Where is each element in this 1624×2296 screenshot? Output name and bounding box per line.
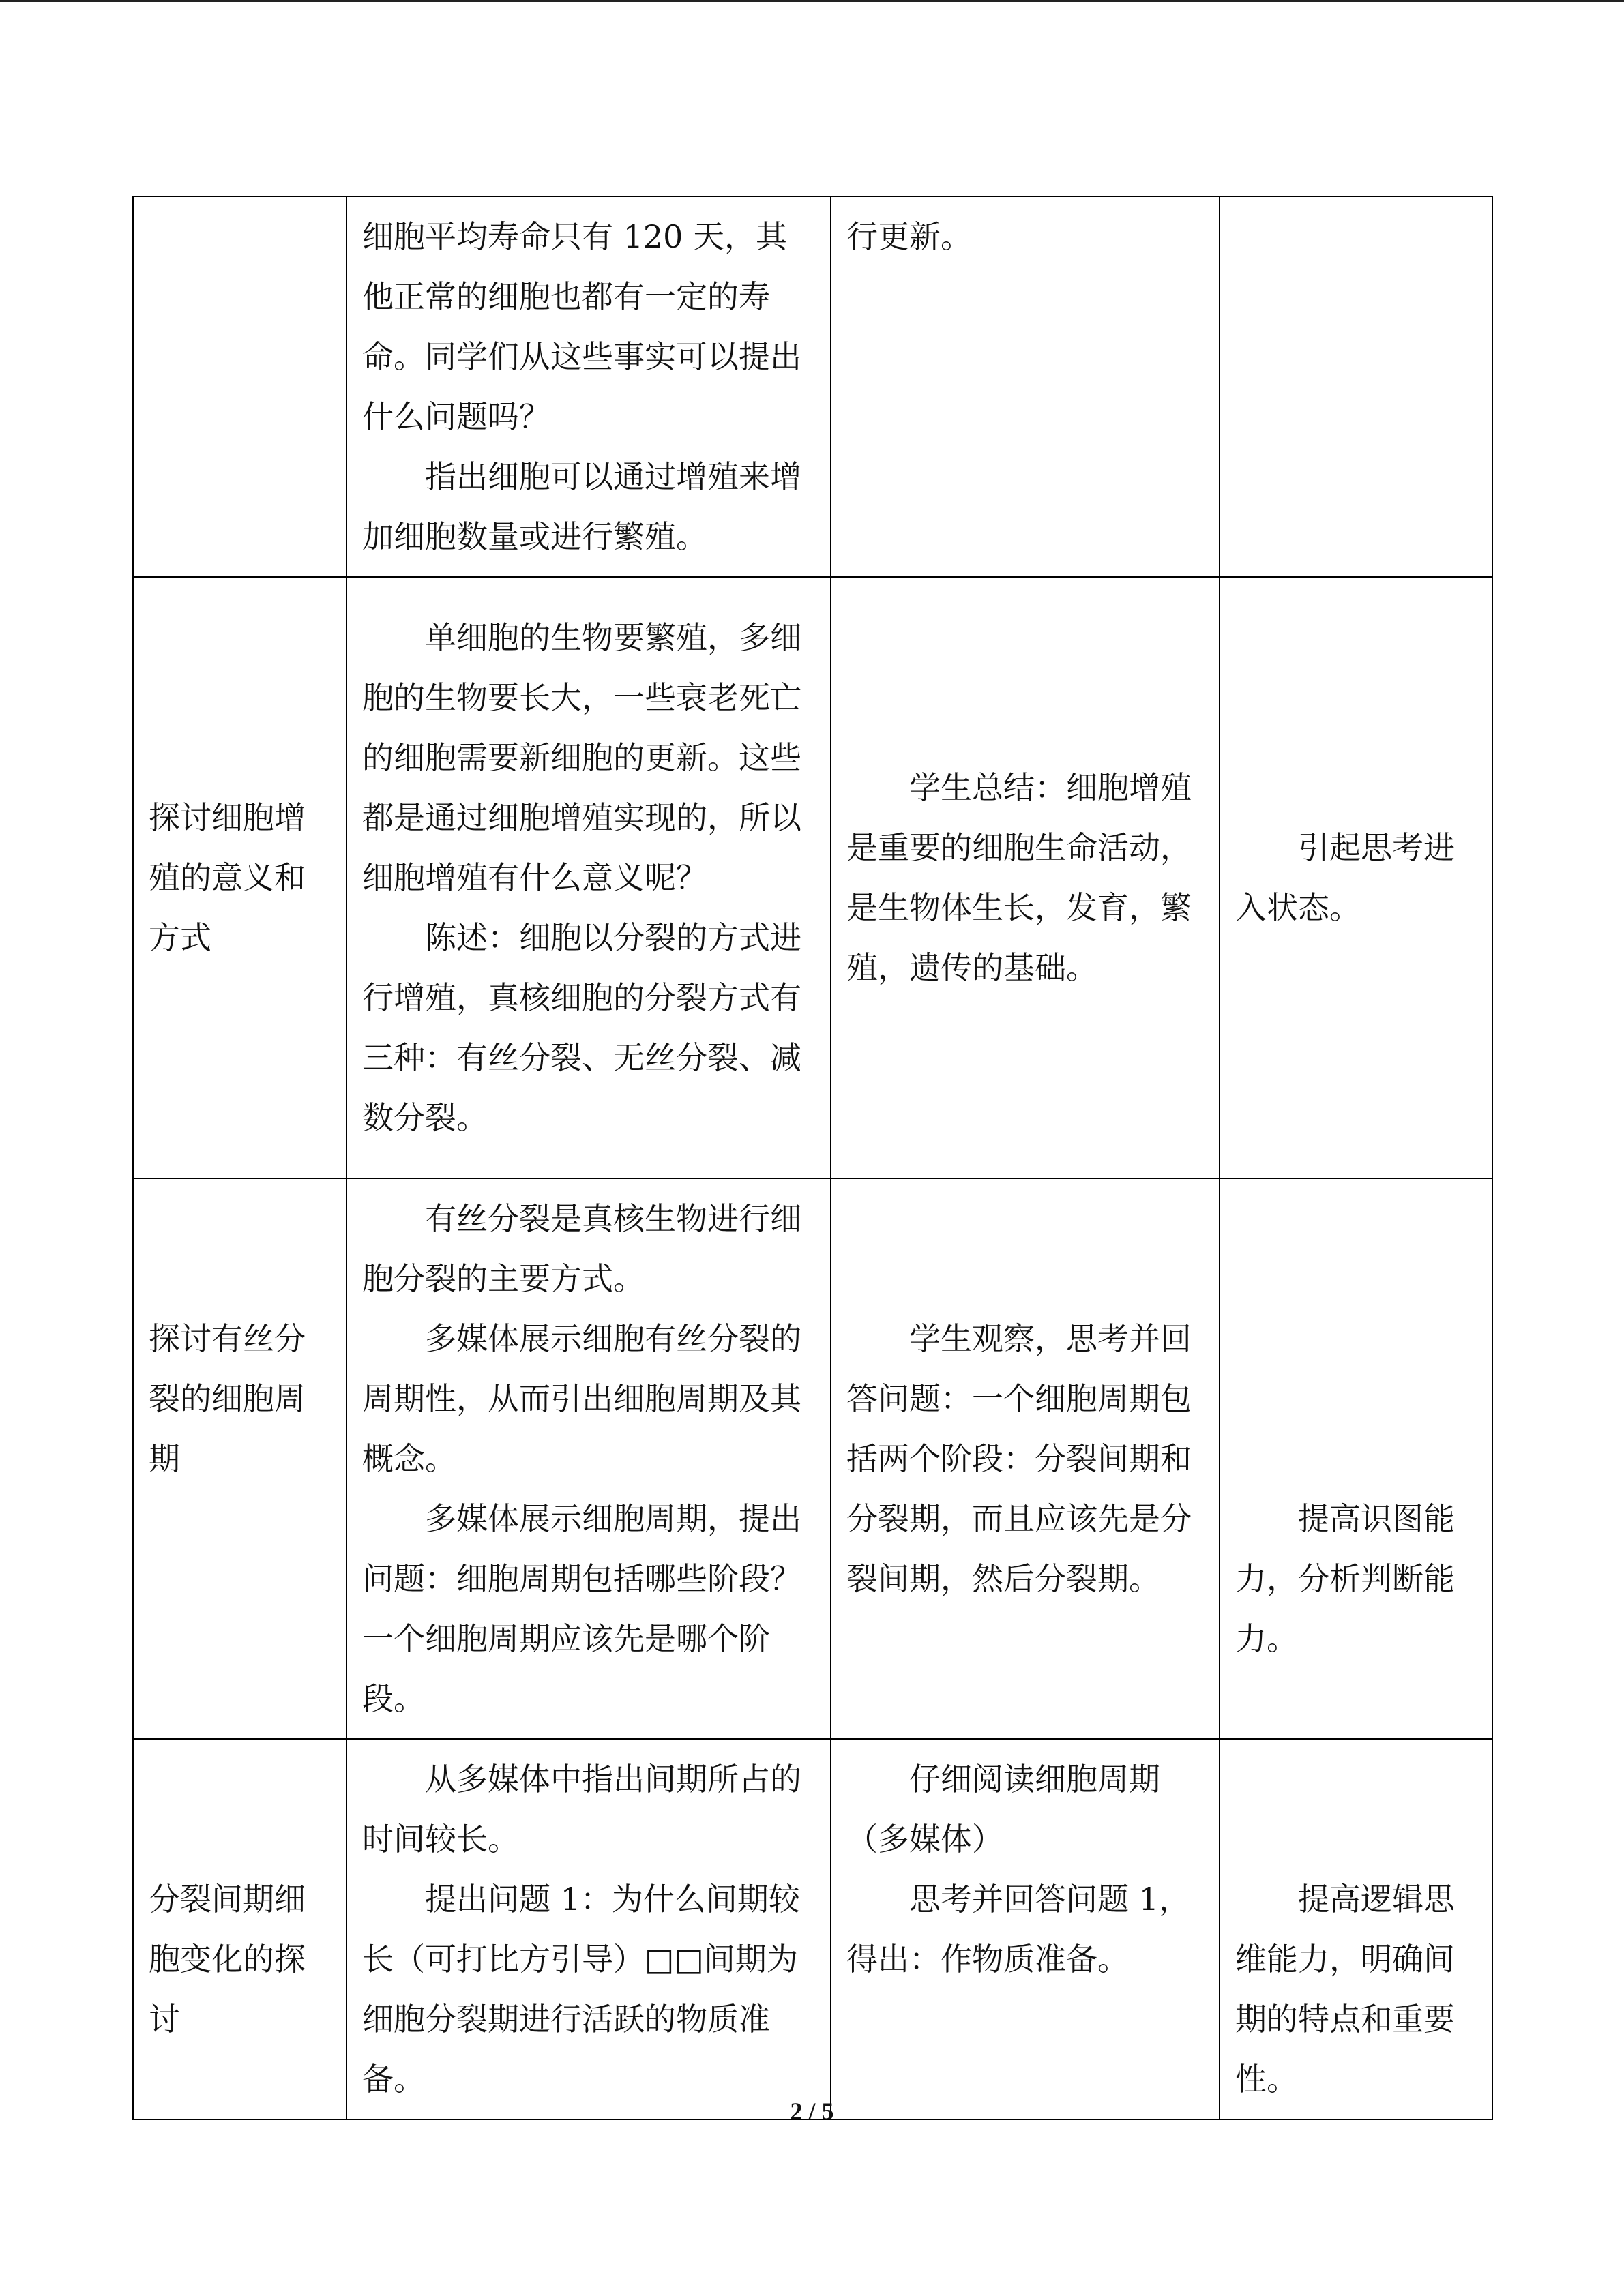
teacher-activity-cell <box>346 1739 831 2119</box>
student-activity-cell <box>831 196 1220 577</box>
paragraph: 探讨有丝分裂的细胞周期 <box>149 1320 306 1477</box>
paragraph: 指出细胞可以通过增殖来增加细胞数量或进行繁殖。 <box>362 458 801 555</box>
paragraph: 行更新。 <box>846 218 972 255</box>
student-activity-cell <box>831 1739 1220 2119</box>
paragraph: 从多媒体中指出间期所占的时间较长。 <box>362 1761 801 1858</box>
paragraph: 陈述：细胞以分裂的方式进行增殖，真核细胞的分裂方式有三种：有丝分裂、无丝分裂、减数分裂。 <box>362 919 801 1136</box>
teacher-activity-cell <box>346 1178 831 1739</box>
lesson-plan-table <box>132 196 1493 2120</box>
paragraph: 提出问题 1：为什么间期较长（可打比方引导）□□间期为细胞分裂期进行活跃的物质准备。 <box>362 1881 800 2098</box>
stage-cell <box>133 577 346 1178</box>
table-row <box>133 1178 1492 1739</box>
stage-cell <box>133 1739 346 2119</box>
page-number: 2 / 5 <box>790 2098 834 2125</box>
design-intent-cell <box>1220 1178 1492 1739</box>
table-row <box>133 577 1492 1178</box>
teacher-activity-cell <box>346 577 831 1178</box>
paragraph: 提高逻辑思维能力，明确间期的特点和重要性。 <box>1235 1881 1455 2098</box>
paragraph: 学生观察，思考并回答问题：一个细胞周期包括两个阶段：分裂间期和分裂期，而且应该先是分裂间期，然后分裂期。 <box>846 1320 1192 1597</box>
design-intent-cell <box>1220 1739 1492 2119</box>
stage-cell <box>133 1178 346 1739</box>
paragraph: 学生总结：细胞增殖是重要的细胞生命活动，是生物体生长，发育，繁殖，遗传的基础。 <box>846 769 1192 986</box>
paragraph: 思考并回答问题 1，得出：作物质准备。 <box>846 1881 1190 1978</box>
paragraph: 多媒体展示细胞周期，提出问题：细胞周期包括哪些阶段？一个细胞周期应该先是哪个阶段。 <box>362 1500 801 1717</box>
paragraph: 分裂间期细胞变化的探讨 <box>149 1881 306 2038</box>
paragraph: 引起思考进入状态。 <box>1235 829 1455 926</box>
paragraph: 多媒体展示细胞有丝分裂的周期性，从而引出细胞周期及其概念。 <box>362 1320 801 1477</box>
student-activity-cell <box>831 577 1220 1178</box>
table-row <box>133 1739 1492 2119</box>
stage-cell <box>133 196 346 577</box>
paragraph: 细胞平均寿命只有 120 天，其他正常的细胞也都有一定的寿命。同学们从这些事实可以提出什么问题吗？ <box>362 218 801 435</box>
design-intent-cell <box>1220 196 1492 577</box>
paragraph: 有丝分裂是真核生物进行细胞分裂的主要方式。 <box>362 1200 801 1297</box>
design-intent-cell <box>1220 577 1492 1178</box>
student-activity-cell <box>831 1178 1220 1739</box>
paragraph: 仔细阅读细胞周期（多媒体） <box>846 1761 1160 1858</box>
table-row <box>133 196 1492 577</box>
teacher-activity-cell <box>346 196 831 577</box>
paragraph: 探讨细胞增殖的意义和方式 <box>149 799 306 956</box>
paragraph: 提高识图能力，分析判断能力。 <box>1235 1500 1455 1657</box>
paragraph: 单细胞的生物要繁殖，多细胞的生物要长大，一些衰老死亡的细胞需要新细胞的更新。这些都是通过细胞增殖实现的，所以细胞增殖有什么意义呢？ <box>362 619 801 896</box>
top-border-line <box>0 0 1624 2</box>
